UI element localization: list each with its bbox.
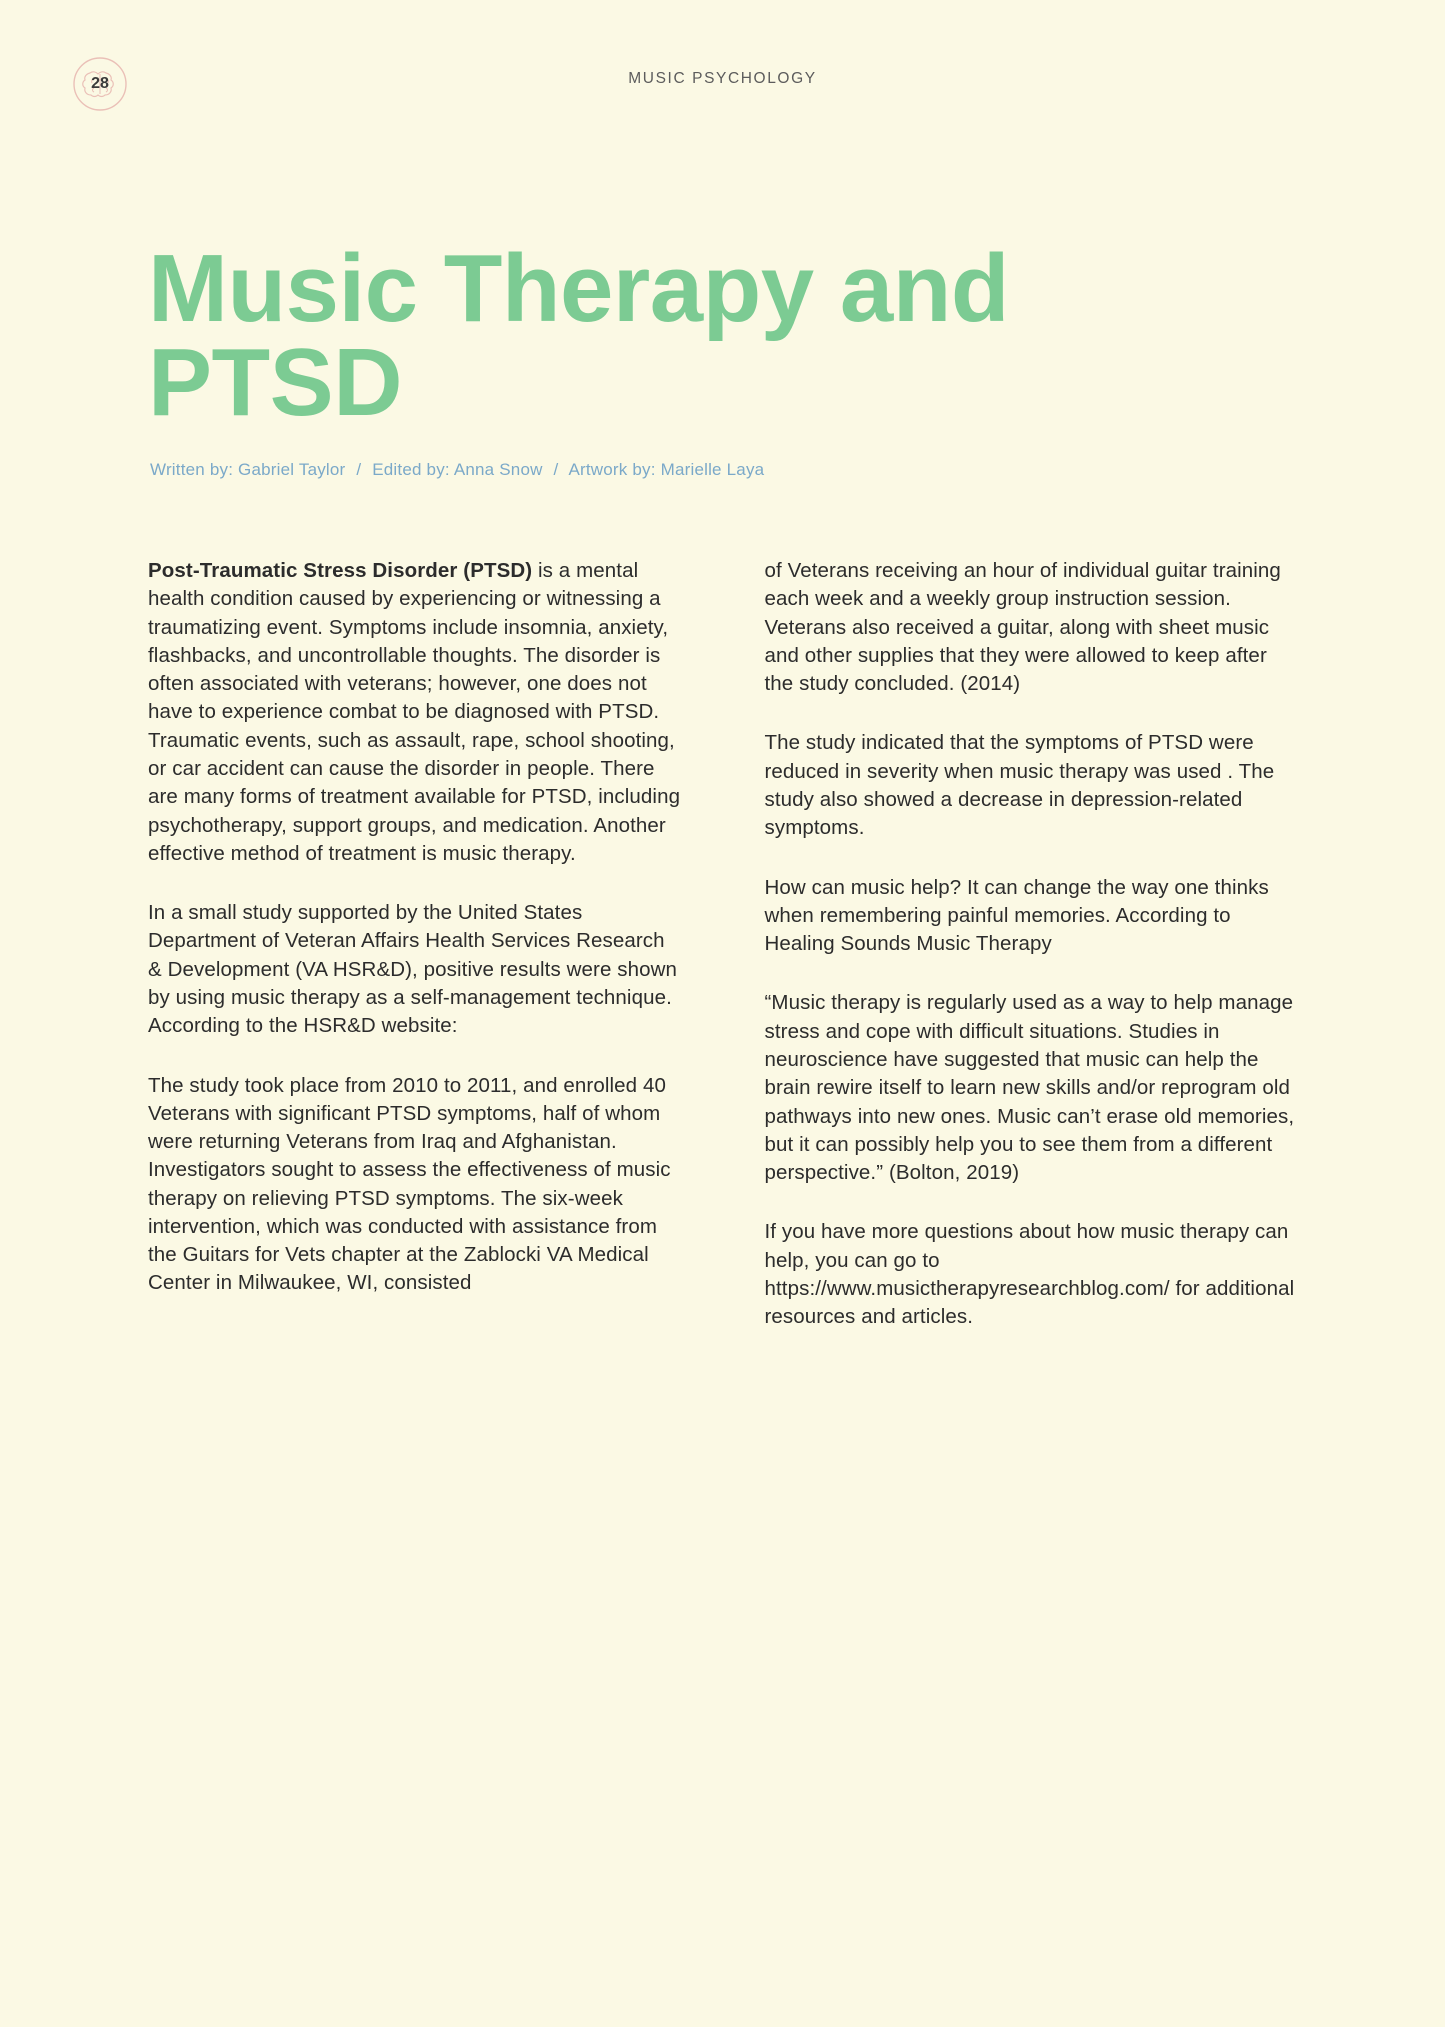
page-title: Music Therapy and PTSD (148, 235, 1010, 437)
credit-writer: Written by: Gabriel Taylor (150, 460, 346, 479)
paragraph: The study indicated that the symptoms of PTSD were reduced in severity when music therapy was used . The study also showed a decrease in depression-related symptoms. (764, 731, 1275, 840)
column-left (148, 557, 682, 1331)
paragraph: “Music therapy is regularly used as a way to help manage stress and cope with difficult situations. Studies in neuroscience have suggested that music can help the brain rewire itself to learn new skills and/or reprogram old pathways into new ones. Music can’t erase old memories, but it can possibly help you to see them from a different perspective.” (Bolton, 2019) (764, 991, 1295, 1185)
paragraph-text: is a mental health condition caused by experiencing or witnessing a traumatizing event. Symptoms include insomnia, anxiety, flashbacks, and uncontrollable thoughts. The disorder is often associated with veterans; however, one does not have to experience combat to be diagnosed with PTSD. Traumatic events, such as assault, rape, school shooting, or car accident can cause the disorder in people. There are many forms of treatment available for PTSD, including psychotherapy, support groups, and medication. Another effective method of treatment is music therapy. (148, 559, 681, 865)
paragraph: In a small study supported by the United States Department of Veteran Affairs Health Services Research & Development (VA HSR&D), positive results were shown by using music therapy as a self-management technique. According to the HSR&D website: (148, 901, 678, 1038)
paragraph (148, 557, 682, 868)
paragraph: How can music help? It can change the way one thinks when remembering painful memories. According to Healing Sounds Music Therapy (764, 875, 1269, 956)
credit-separator-2: / (553, 460, 559, 479)
running-head: MUSIC PSYCHOLOGY (628, 70, 817, 87)
credits (150, 460, 764, 480)
paragraph: If you have more questions about how music therapy can help, you can go to https://www.musictherapyresearchblog.com/ for additional resources and articles. (764, 1220, 1295, 1329)
paragraph-lead-in: Post-Traumatic Stress Disorder (PTSD) (148, 559, 533, 582)
body-columns (148, 557, 1298, 1331)
paragraph: The study took place from 2010 to 2011, and enrolled 40 Veterans with significant PTSD symptoms, half of whom were returning Veterans from Iraq and Afghanistan. Investigators sought to assess the effectiveness of music therapy on relieving PTSD symptoms. The six-week intervention, which was conducted with assistance from the Guitars for Vets chapter at the Zablocki VA Medical Center in Milwaukee, WI, consisted (148, 1073, 671, 1295)
credit-separator-1: / (356, 460, 362, 479)
column-right (765, 557, 1299, 1331)
credit-artist: Artwork by: Marielle Laya (568, 460, 765, 479)
page-number: 28 (91, 75, 109, 92)
credit-editor: Edited by: Anna Snow (372, 460, 543, 479)
paragraph: of Veterans receiving an hour of individual guitar training each week and a weekly group instruction session. Veterans also received a guitar, along with sheet music and other supplies that they were allowed to keep after the study concluded. (2014) (764, 559, 1281, 696)
